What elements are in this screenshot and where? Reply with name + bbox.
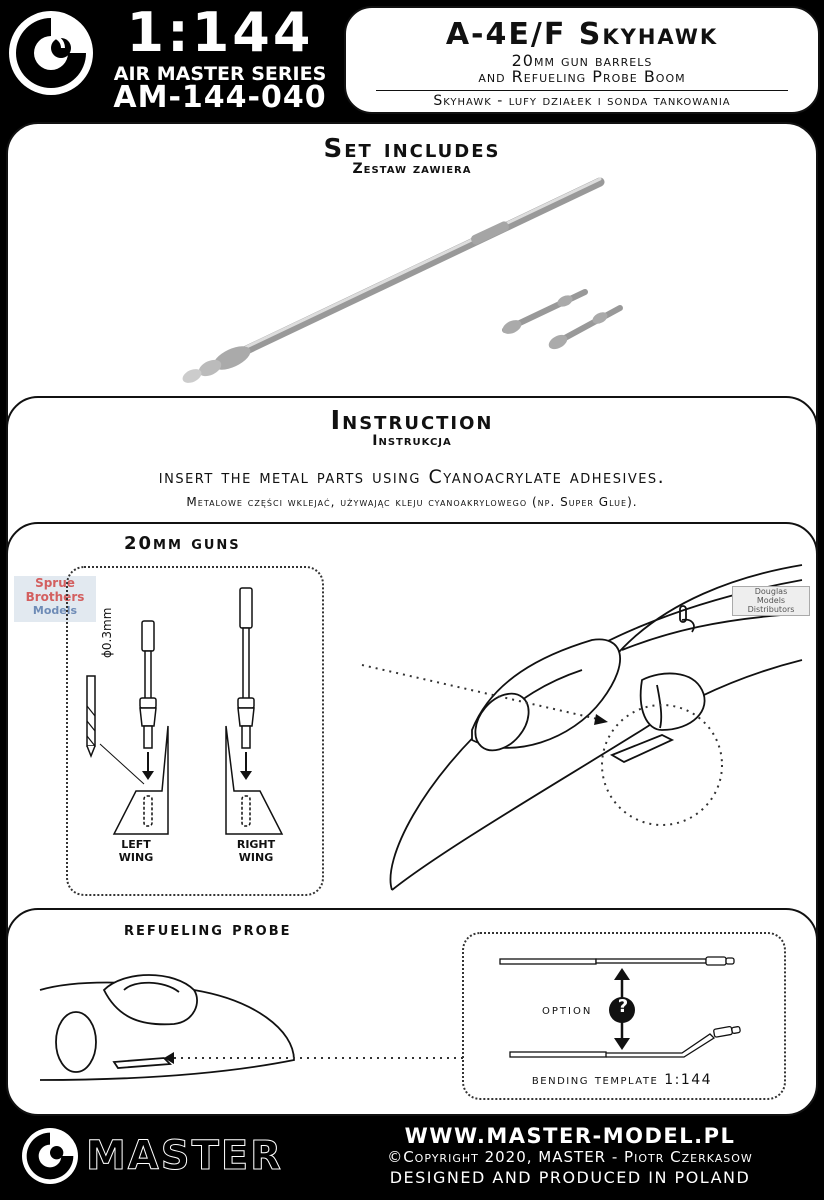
watermark-line-2: Brothers: [25, 590, 85, 604]
series-label: AIR MASTER SERIES: [113, 63, 327, 85]
set-includes-subheading: Zestaw zawiera: [352, 161, 472, 177]
distributor-line-1: Douglas: [754, 587, 788, 596]
right-wing-block: [226, 726, 282, 834]
watermark-line-3: Models: [32, 604, 78, 617]
instruction-subheading: Instrukcja: [372, 433, 452, 449]
left-arrow-head: [142, 771, 154, 780]
polish-subtitle: Skyhawk - lufy działek i sonda tankowania: [433, 93, 731, 109]
right-wing-label-1: RIGHT: [236, 838, 276, 851]
left-wing-block: [114, 726, 168, 834]
title-divider: [376, 90, 788, 91]
product-code: AM-144-040: [113, 80, 327, 115]
left-gun-barrel: [140, 621, 156, 748]
parts-illustration: [0, 160, 824, 420]
probe-boom-part: [180, 179, 600, 386]
left-wing-label-1: LEFT: [121, 838, 151, 851]
master-footer-logo-icon: [20, 1126, 80, 1186]
probe-heading: refueling probe: [124, 919, 292, 940]
question-mark: ?: [617, 996, 629, 1017]
straight-probe: [500, 957, 734, 965]
right-arrow-head: [240, 771, 252, 780]
title-panel: [344, 6, 820, 114]
watermark-line-1: Sprue: [35, 576, 75, 590]
right-wing-label-2: WING: [238, 851, 274, 864]
product-title: A-4E/F Skyhawk: [445, 17, 719, 52]
scale-label: 1:144: [126, 1, 314, 64]
drill-bit-icon: [87, 676, 95, 756]
instruction-text-en: insert the metal parts using Cyanoacrylate adhesives.: [158, 466, 666, 488]
bending-template-label: bending template 1:144: [531, 1072, 713, 1088]
instruction-heading: Instruction: [330, 406, 494, 436]
set-includes-heading: Set includes: [323, 134, 501, 164]
instruction-text-pl: Metalowe części wklejać, używając kleju cyanoakrylowego (np. Super Glue).: [186, 495, 638, 509]
distributor-line-3: Distributors: [747, 605, 795, 614]
drill-size-label: ϕ0.3mm: [100, 607, 114, 658]
guns-heading: 20mm guns: [124, 533, 241, 554]
product-subtitle-1: 20mm gun barrels: [511, 51, 653, 70]
gun-barrel-part-2: [546, 308, 620, 352]
left-leader-line: [100, 744, 144, 784]
master-logo-icon: [6, 8, 96, 98]
website-url[interactable]: WWW.MASTER-MODEL.PL: [404, 1124, 736, 1148]
right-gun-barrel: [238, 588, 254, 748]
copyright-text: ©Copyright 2020, MASTER - Piotr Czerkasow: [387, 1148, 753, 1166]
distributor-watermark: [732, 586, 810, 616]
left-wing-label-2: WING: [118, 851, 154, 864]
gun-barrel-part-1: [500, 292, 585, 337]
made-in-text: DESIGNED AND PRODUCED IN POLAND: [389, 1168, 751, 1187]
option-label: option: [542, 1002, 593, 1018]
product-subtitle-2: and Refueling Probe Boom: [478, 67, 686, 86]
master-brand: MASTER: [86, 1133, 283, 1179]
distributor-line-2: Models: [756, 596, 786, 605]
probe-aircraft-drawing: [14, 930, 474, 1100]
